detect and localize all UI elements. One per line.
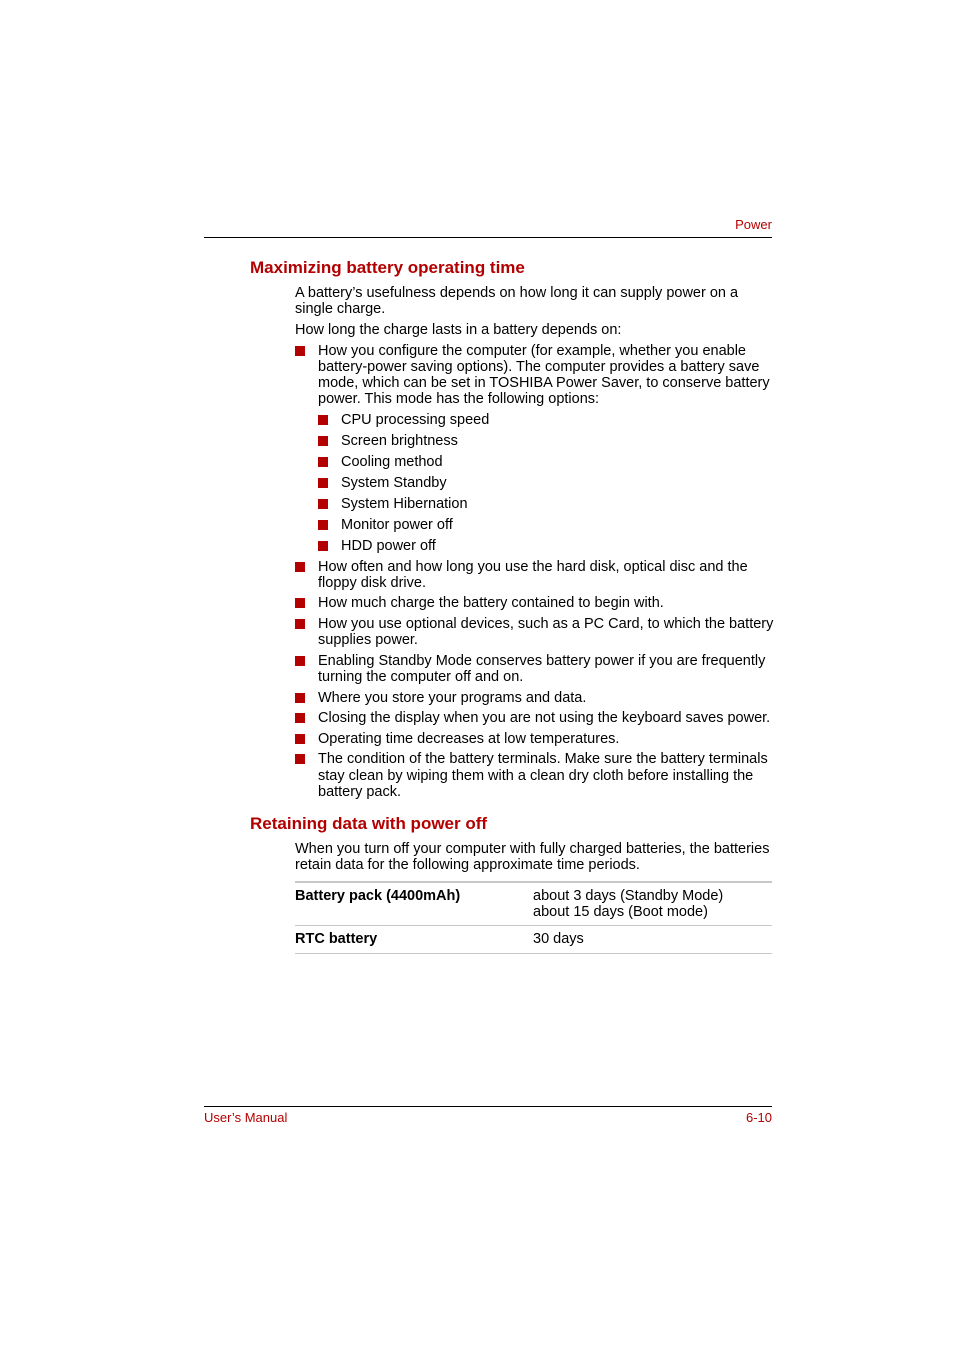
square-bullet-icon <box>318 520 328 530</box>
option-text: Monitor power off <box>341 517 453 534</box>
list-item <box>318 538 775 554</box>
list-item-text: How often and how long you use the hard disk, optical disc and the floppy disk drive. <box>318 558 748 591</box>
square-bullet-icon <box>295 598 305 608</box>
option-text: System Standby <box>341 475 447 492</box>
option-text: Screen brightness <box>341 433 458 450</box>
section-title-maximizing: Maximizing battery operating time <box>250 258 525 277</box>
section-maximizing-body <box>295 285 775 800</box>
list-item <box>295 731 775 747</box>
list-item <box>295 616 775 648</box>
square-bullet-icon <box>295 346 305 356</box>
option-text: CPU processing speed <box>341 412 490 429</box>
square-bullet-icon <box>295 734 305 744</box>
square-bullet-icon <box>295 713 305 723</box>
list-item-text: Enabling Standby Mode conserves battery power if you are frequently turning the computer off and on. <box>318 652 766 686</box>
retention-table <box>295 881 772 954</box>
square-bullet-icon <box>295 656 305 666</box>
square-bullet-icon <box>318 499 328 509</box>
footer-manual-label: User’s Manual <box>204 1110 288 1125</box>
list-item <box>318 454 775 470</box>
list-item <box>318 517 775 533</box>
section-retaining-body <box>295 841 775 873</box>
running-header: Power <box>735 217 772 232</box>
list-item-text: Operating time decreases at low temperatures. <box>318 730 620 747</box>
table-row <box>295 926 772 953</box>
list-item <box>318 496 775 512</box>
square-bullet-icon <box>295 754 305 764</box>
list-item <box>295 559 775 591</box>
page-number: 6-10 <box>745 1110 772 1125</box>
retaining-intro-paragraph: When you turn off your computer with fully charged batteries, the batteries retain data for the following approximate time periods. <box>295 841 770 874</box>
list-item-text: How you configure the computer (for example, whether you enable battery-power saving options). The computer provides a battery save mode, which can be set in TOSHIBA Power Saver, to conserve battery power. This mode has the following options: <box>318 342 770 408</box>
list-item <box>318 475 775 491</box>
square-bullet-icon <box>318 478 328 488</box>
list-item-text: How much charge the battery contained to begin with. <box>318 595 664 612</box>
list-item <box>295 653 775 685</box>
option-text: Cooling method <box>341 454 443 471</box>
header-rule <box>204 237 772 238</box>
option-list <box>318 412 775 554</box>
list-item <box>295 343 775 555</box>
intro-paragraph: A battery’s usefulness depends on how long it can supply power on a single charge. <box>295 285 739 318</box>
list-item <box>295 690 775 706</box>
square-bullet-icon <box>318 457 328 467</box>
table-cell-label: Battery pack (4400mAh) <box>295 882 533 926</box>
option-text: HDD power off <box>341 538 436 555</box>
square-bullet-icon <box>318 415 328 425</box>
value-line: about 3 days (Standby Mode) <box>533 888 724 904</box>
list-item <box>295 595 775 611</box>
table-row <box>295 882 772 926</box>
list-item-text: How you use optional devices, such as a PC Card, to which the battery supplies power. <box>318 616 774 649</box>
square-bullet-icon <box>318 436 328 446</box>
square-bullet-icon <box>295 562 305 572</box>
list-item-text: The condition of the battery terminals. Make sure the battery terminals stay clean by wiping them with a clean dry cloth before installing the battery pack. <box>318 751 768 800</box>
table-cell-value <box>533 882 772 926</box>
list-item <box>318 412 775 428</box>
section-title-retaining: Retaining data with power off <box>250 814 488 833</box>
list-item <box>295 710 775 726</box>
table-cell-label: RTC battery <box>295 926 533 953</box>
footer-rule <box>204 1106 772 1107</box>
list-item-text: Where you store your programs and data. <box>318 689 587 706</box>
square-bullet-icon <box>295 619 305 629</box>
option-text: System Hibernation <box>341 496 468 513</box>
list-item <box>295 751 775 800</box>
factor-list <box>295 343 775 800</box>
list-item-text: Closing the display when you are not using the keyboard saves power. <box>318 710 771 727</box>
square-bullet-icon <box>295 693 305 703</box>
lead-paragraph: How long the charge lasts in a battery depends on: <box>295 322 622 339</box>
square-bullet-icon <box>318 541 328 551</box>
table-cell-value: 30 days <box>533 926 772 953</box>
value-line: about 15 days (Boot mode) <box>533 904 708 921</box>
list-item <box>318 433 775 449</box>
